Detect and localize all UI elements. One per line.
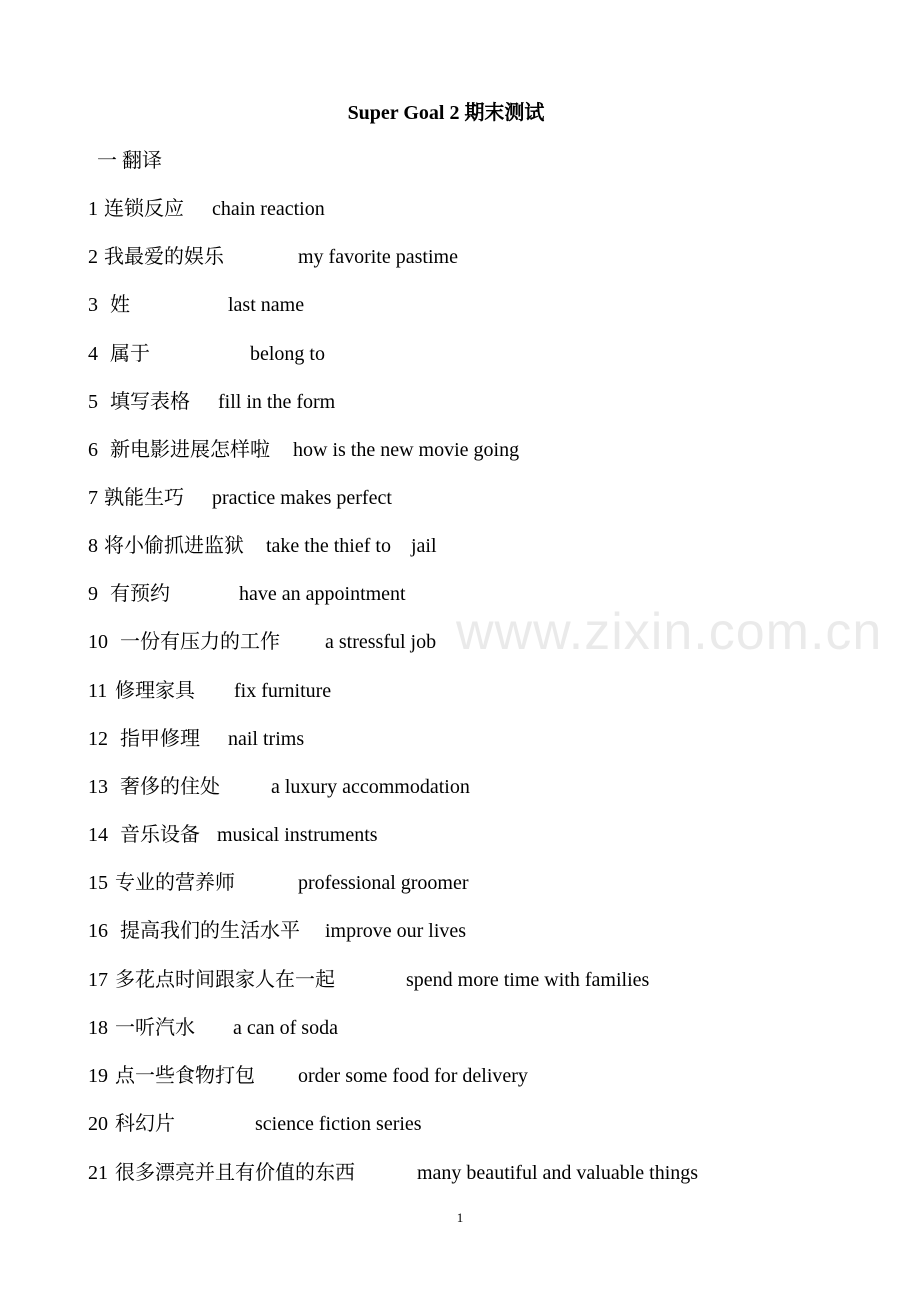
item-chinese: 属于 <box>110 343 150 365</box>
item-english: a luxury accommodation <box>271 776 470 798</box>
item-chinese: 专业的营养师 <box>115 872 235 894</box>
item-english: nail trims <box>228 728 305 750</box>
item-english: chain reaction <box>212 198 325 220</box>
item-english: science fiction series <box>255 1113 422 1135</box>
item-number: 19 <box>88 1065 108 1087</box>
item-chinese: 奢侈的住处 <box>120 776 220 798</box>
item-chinese: 连锁反应 <box>104 198 184 220</box>
item-english: take the thief to jail <box>266 535 437 557</box>
page-number: 1 <box>456 1210 464 1225</box>
item-chinese: 提高我们的生活水平 <box>120 920 300 942</box>
item-english: belong to <box>250 343 325 365</box>
item-chinese: 姓 <box>110 294 130 316</box>
item-number: 20 <box>88 1113 108 1135</box>
item-english: fill in the form <box>218 391 336 413</box>
item-english: how is the new movie going <box>293 439 520 461</box>
item-chinese: 音乐设备 <box>120 824 200 846</box>
item-number: 6 <box>88 439 98 461</box>
item-english: improve our lives <box>325 920 467 942</box>
item-number: 16 <box>88 920 108 942</box>
item-english: professional groomer <box>298 872 469 894</box>
item-chinese: 多花点时间跟家人在一起 <box>115 969 335 991</box>
item-number: 11 <box>88 680 108 702</box>
item-number: 2 <box>88 246 98 268</box>
item-english: many beautiful and valuable things <box>417 1162 699 1184</box>
item-chinese: 我最爱的娱乐 <box>104 246 224 268</box>
item-english: last name <box>228 294 305 316</box>
item-number: 8 <box>88 535 98 557</box>
item-number: 12 <box>88 728 108 750</box>
section-heading-translation: 一 翻译 <box>97 150 162 172</box>
item-number: 3 <box>88 294 98 316</box>
item-chinese: 点一些食物打包 <box>115 1065 255 1087</box>
item-chinese: 新电影进展怎样啦 <box>110 439 270 461</box>
item-number: 14 <box>88 824 108 846</box>
item-english: have an appointment <box>239 583 406 605</box>
item-english: a can of soda <box>233 1017 338 1039</box>
item-chinese: 将小偷抓进监狱 <box>104 535 244 557</box>
item-chinese: 一份有压力的工作 <box>120 631 280 653</box>
item-chinese: 修理家具 <box>115 680 195 702</box>
item-chinese: 科幻片 <box>115 1113 175 1135</box>
item-english: spend more time with families <box>406 969 650 991</box>
item-number: 13 <box>88 776 108 798</box>
item-number: 21 <box>88 1162 108 1184</box>
item-english: my favorite pastime <box>298 246 458 268</box>
item-number: 9 <box>88 583 98 605</box>
item-number: 17 <box>88 969 108 991</box>
item-chinese: 填写表格 <box>110 391 190 413</box>
item-english: practice makes perfect <box>212 487 392 509</box>
item-chinese: 指甲修理 <box>120 728 200 750</box>
item-english: a stressful job <box>325 631 437 653</box>
item-number: 7 <box>88 487 98 509</box>
item-number: 1 <box>88 198 98 220</box>
item-english: musical instruments <box>217 824 378 846</box>
item-chinese: 很多漂亮并且有价值的东西 <box>115 1162 355 1184</box>
document-title: Super Goal 2 期末测试 <box>347 102 545 124</box>
item-number: 4 <box>88 343 98 365</box>
item-number: 18 <box>88 1017 108 1039</box>
item-chinese: 孰能生巧 <box>104 487 184 509</box>
item-number: 15 <box>88 872 108 894</box>
item-english: order some food for delivery <box>298 1065 528 1087</box>
item-chinese: 一听汽水 <box>115 1017 195 1039</box>
item-english: fix furniture <box>234 680 332 702</box>
item-number: 10 <box>88 631 108 653</box>
watermark: www.zixin.com.cn <box>456 603 883 661</box>
item-number: 5 <box>88 391 98 413</box>
item-chinese: 有预约 <box>110 583 170 605</box>
